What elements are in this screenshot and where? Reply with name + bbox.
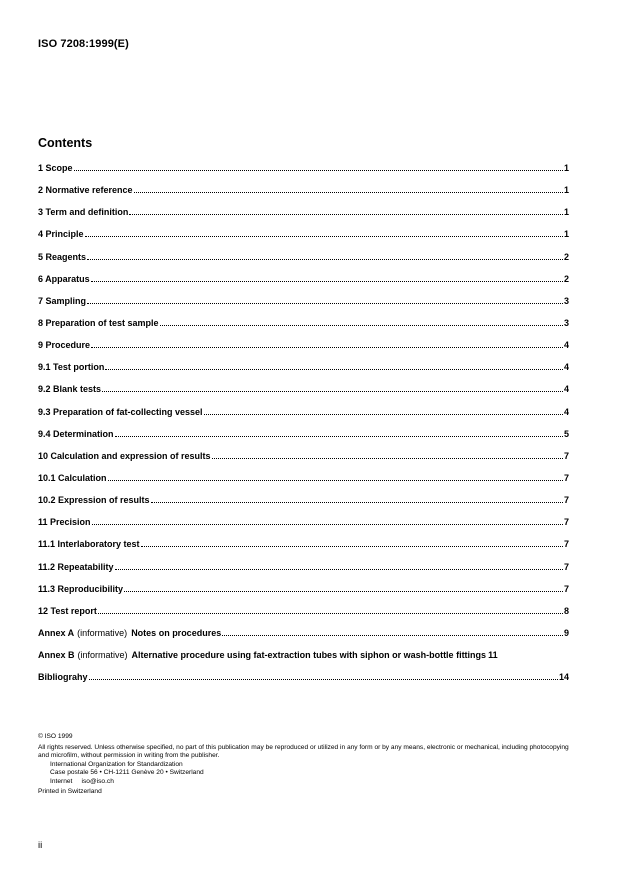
page-ref: 1	[563, 163, 569, 173]
document-id: ISO 7208:1999(E)	[38, 38, 129, 50]
internet-email[interactable]: iso@iso.ch	[81, 777, 114, 785]
leader-dots	[91, 346, 563, 348]
toc-entry-title: 9.1 Test portion	[38, 362, 105, 373]
page-ref: 14	[558, 672, 569, 683]
toc-entry-title: 10 Calculation and expression of results	[38, 450, 211, 461]
printed-in: Printed in Switzerland	[38, 787, 102, 795]
toc-entry[interactable]	[38, 252, 569, 274]
rights-statement: All rights reserved. Unless otherwise specified, no part of this publication may be reproduced or utilized in any form or by any means, electronic or mechanical, including photocopying and microfilm, without permission in writing from the publisher.	[38, 743, 569, 760]
toc-entry-title: 5 Reagents	[38, 251, 87, 262]
leader-dots	[85, 235, 563, 237]
internet-line	[38, 778, 578, 787]
leader-dots	[160, 324, 563, 326]
toc-entry[interactable]	[38, 274, 569, 296]
page-ref: 11	[488, 650, 498, 661]
leader-dots	[115, 568, 563, 570]
annex-label: Annex B	[38, 650, 75, 661]
toc-entry[interactable]	[38, 296, 569, 318]
toc-entry[interactable]	[38, 584, 569, 606]
toc-entry-title: 9 Procedure	[38, 340, 91, 351]
page-ref: 7	[563, 517, 569, 528]
leader-dots	[222, 634, 563, 636]
toc-entry[interactable]	[38, 451, 569, 473]
contents-heading: Contents	[38, 136, 93, 150]
toc-entry-title: 9.3 Preparation of fat-collecting vessel	[38, 406, 203, 417]
annex-label: Annex A	[38, 627, 75, 638]
leader-dots	[115, 435, 563, 437]
toc-entry[interactable]	[38, 163, 569, 185]
page-ref: 4	[563, 384, 569, 395]
organization-name: International Organization for Standardization	[50, 760, 183, 768]
leader-dots	[91, 280, 563, 282]
toc-entry-title: 10.1 Calculation	[38, 472, 107, 483]
toc-entry-title: 7 Sampling	[38, 295, 87, 306]
copyright-line: © ISO 1999	[38, 733, 73, 740]
annex-type: (informative)	[77, 627, 128, 638]
page-ref: 4	[563, 406, 569, 417]
page-ref: 3	[563, 295, 569, 306]
leader-dots	[129, 213, 563, 215]
toc-entry[interactable]	[38, 384, 569, 406]
toc-entry[interactable]	[38, 407, 569, 429]
toc-entry-title: 1 Scope	[38, 163, 73, 173]
annex-title: Notes on procedures	[131, 627, 222, 638]
internet-label: Internet	[50, 777, 73, 785]
toc-entry[interactable]	[38, 318, 569, 340]
page-ref: 7	[563, 539, 569, 550]
toc-entry-title: 6 Apparatus	[38, 273, 90, 284]
page-ref: 7	[563, 583, 569, 594]
toc-entry[interactable]	[38, 229, 569, 251]
leader-dots	[105, 368, 563, 370]
page-ref: 9	[563, 627, 569, 638]
leader-dots	[151, 501, 563, 503]
page-ref: 7	[563, 472, 569, 483]
toc-entry[interactable]	[38, 606, 569, 628]
leader-dots	[74, 169, 563, 171]
toc-entry-title: 9.2 Blank tests	[38, 384, 102, 395]
toc-entry-title: 9.4 Determination	[38, 428, 114, 439]
leader-dots	[134, 191, 563, 193]
leader-dots	[89, 678, 558, 680]
leader-dots	[102, 390, 563, 392]
toc-entry-title: 2 Normative reference	[38, 185, 133, 196]
toc-entry[interactable]	[38, 185, 569, 207]
toc-entry-title: 10.2 Expression of results	[38, 495, 150, 506]
toc-entry-title: 12 Test report	[38, 605, 97, 616]
leader-dots	[92, 523, 563, 525]
page-ref: 2	[563, 251, 569, 262]
organization-address: Case postale 56 • CH-1211 Genève 20 • Switzerland	[50, 769, 204, 777]
page-ref: 7	[563, 450, 569, 461]
toc-entry[interactable]	[38, 539, 569, 561]
leader-dots	[98, 612, 563, 614]
annex-title: Alternative procedure using fat-extraction tubes with siphon or wash-bottle fittings	[131, 650, 487, 661]
toc-entry[interactable]	[38, 473, 569, 495]
toc-entry-title: 8 Preparation of test sample	[38, 317, 159, 328]
leader-dots	[204, 413, 563, 415]
toc-entry[interactable]	[38, 517, 569, 539]
leader-dots	[141, 545, 563, 547]
toc-entry-title: 11.2 Repeatability	[38, 561, 114, 572]
leader-dots	[212, 457, 563, 459]
page-number: ii	[38, 840, 43, 851]
copyright-notice	[38, 733, 578, 796]
toc-entry[interactable]	[38, 207, 569, 229]
toc-entry[interactable]	[38, 362, 569, 384]
page-ref: 8	[563, 605, 569, 616]
toc-entry[interactable]	[38, 340, 569, 362]
page-ref: 7	[563, 495, 569, 506]
page-ref: 5	[563, 428, 569, 439]
leader-dots	[108, 479, 563, 481]
toc-entry[interactable]	[38, 562, 569, 584]
toc-entry-title: 11.3 Reproducibility	[38, 583, 124, 594]
toc-entry-title: 11 Precision	[38, 517, 91, 528]
toc-annex-b[interactable]	[38, 650, 569, 672]
table-of-contents	[38, 163, 569, 694]
page-ref: 1	[563, 229, 569, 240]
toc-entry-title: 3 Term and definition	[38, 207, 129, 218]
toc-annex-a[interactable]	[38, 628, 569, 650]
page-ref: 4	[563, 362, 569, 373]
leader-dots	[124, 590, 563, 592]
toc-entry-title: 4 Principle	[38, 229, 84, 240]
page-ref: 1	[563, 185, 569, 196]
toc-entry-title: 11.1 Interlaboratory test	[38, 539, 140, 550]
leader-dots	[87, 302, 563, 304]
page-ref: 7	[563, 561, 569, 572]
page-ref: 1	[563, 207, 569, 218]
toc-entry[interactable]	[38, 495, 569, 517]
toc-entry[interactable]	[38, 429, 569, 451]
leader-dots	[87, 258, 563, 260]
page-ref: 4	[563, 340, 569, 351]
toc-entry-title: Bibliograhy	[38, 672, 88, 683]
page-ref: 2	[563, 273, 569, 284]
annex-type: (informative)	[77, 650, 128, 661]
page-ref: 3	[563, 317, 569, 328]
toc-bibliography[interactable]	[38, 672, 569, 694]
